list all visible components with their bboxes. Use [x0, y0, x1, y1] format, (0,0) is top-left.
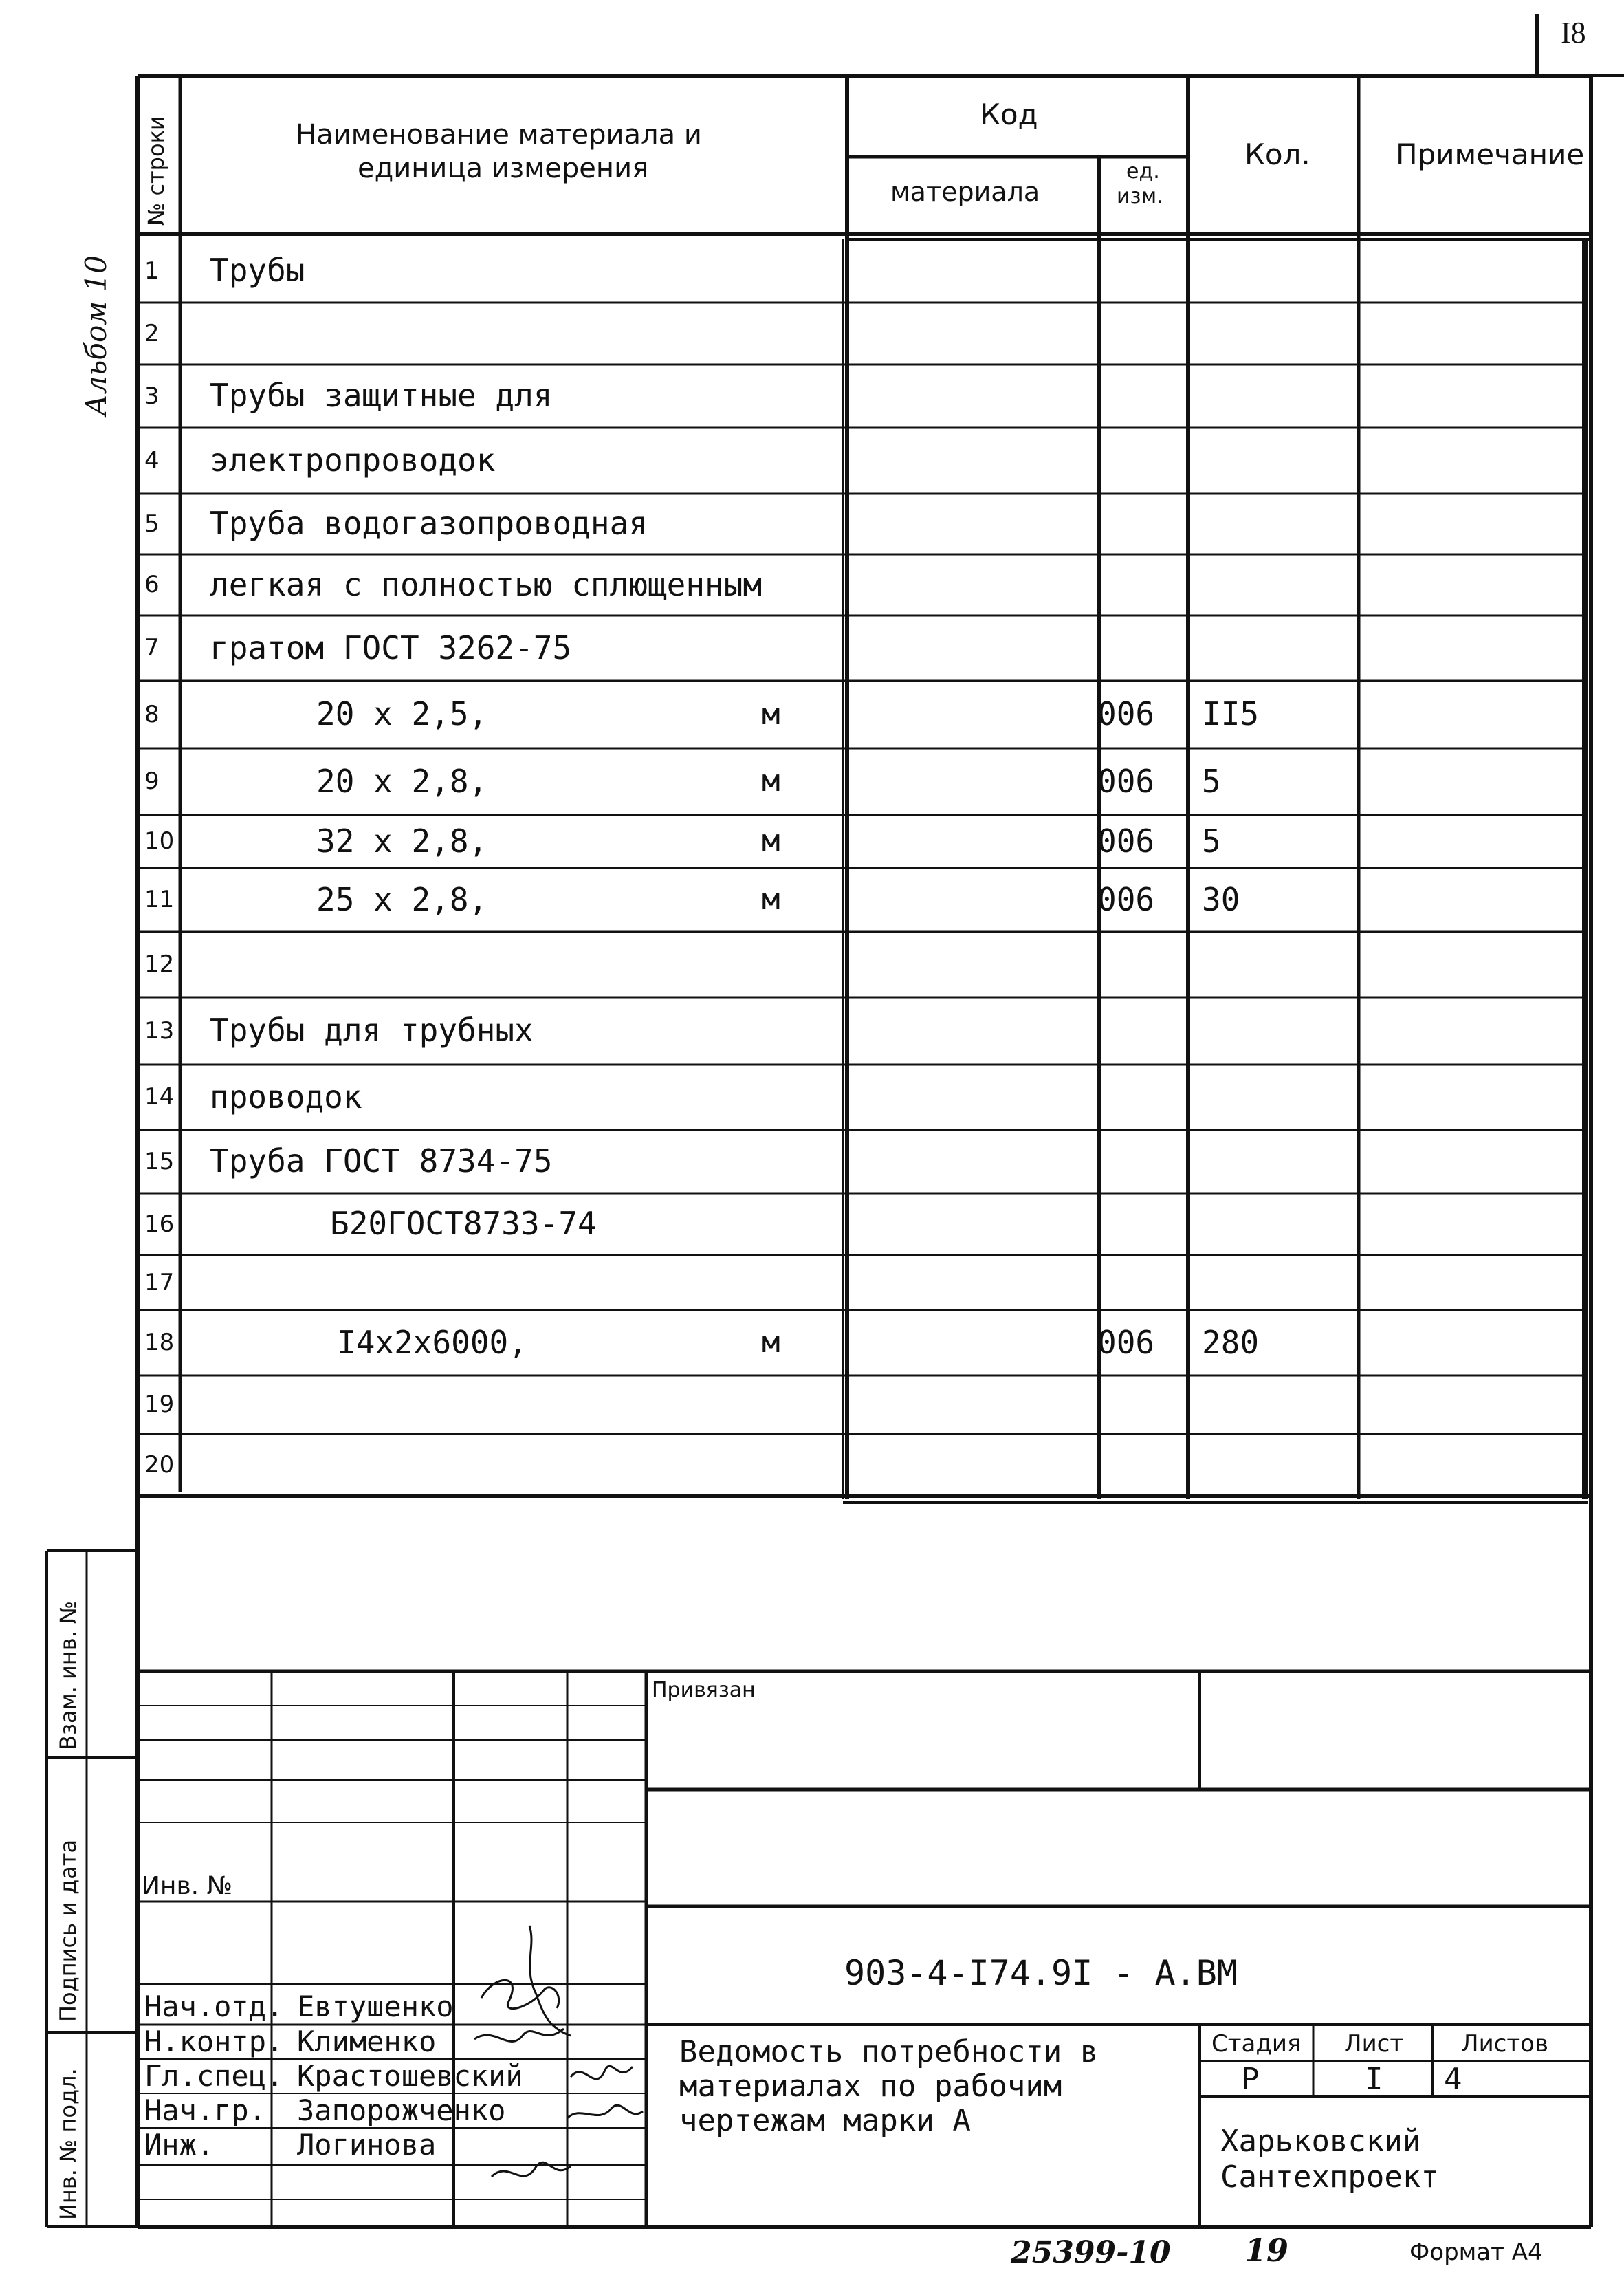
stamp-podpis-data: Подпись и дата [55, 1839, 81, 2022]
row-quantity: II5 [1202, 695, 1260, 733]
stage-label: Стадия [1211, 2030, 1302, 2058]
row-number: 5 [144, 510, 160, 538]
staff-name: Крастошевский [297, 2059, 523, 2093]
row-number: 18 [144, 1329, 175, 1357]
staff-role: Нач.гр. [144, 2093, 267, 2127]
inv-no-label: Инв. № [142, 1872, 233, 1900]
row-material-name: 25 х 2,8, [316, 880, 488, 918]
row-number: 14 [144, 1083, 175, 1111]
title-line1: Ведомость потребности в [679, 2034, 1099, 2069]
row-number: 9 [144, 768, 160, 796]
header-row-no: № строки [143, 116, 169, 226]
stamp-vzam-inv: Взам. инв. № [55, 1600, 81, 1750]
row-number: 16 [144, 1210, 175, 1238]
row-number: 11 [144, 886, 175, 914]
row-number: 3 [144, 382, 160, 410]
row-material-name: легкая с полностью сплющенным [210, 565, 762, 603]
sheet-label: Лист [1344, 2030, 1404, 2058]
row-unit: м [762, 823, 780, 859]
row-material-name: Труба водогазопроводная [210, 505, 648, 543]
row-number: 13 [144, 1016, 175, 1045]
row-unit-code: 006 [1097, 822, 1155, 860]
staff-role: Гл.спец. [144, 2059, 284, 2093]
row-quantity: 30 [1202, 880, 1240, 918]
row-material-name: 32 х 2,8, [316, 822, 488, 860]
row-quantity: 5 [1202, 762, 1221, 800]
row-number: 1 [144, 257, 160, 285]
row-material-name: 20 х 2,5, [316, 695, 488, 733]
header-name-line2: единица измерения [358, 153, 649, 184]
row-unit: м [762, 1325, 780, 1360]
row-number: 19 [144, 1391, 175, 1419]
staff-name: Логинова [297, 2128, 437, 2162]
sheets-value: 4 [1444, 2062, 1462, 2097]
paper-format: Формат А4 [1409, 2239, 1543, 2266]
row-unit-code: 006 [1097, 1323, 1155, 1361]
album-note: Альбом 10 [79, 255, 113, 416]
header-code: Код [980, 98, 1038, 131]
header-qty: Кол. [1244, 138, 1310, 171]
row-material-name: Трубы защитные для [210, 377, 553, 415]
row-number: 17 [144, 1268, 175, 1296]
row-number: 20 [144, 1450, 175, 1479]
row-number: 10 [144, 827, 175, 856]
row-unit-code: 006 [1097, 695, 1155, 733]
staff-name: Клименко [297, 2025, 437, 2058]
page-number: 19 [1244, 2232, 1289, 2269]
row-material-name: гратом ГОСТ 3262-75 [210, 629, 572, 666]
row-material-name: 20 х 2,8, [316, 762, 488, 800]
header-code-material: материала [890, 177, 1040, 207]
staff-name: Евтушенко [297, 1990, 454, 2023]
row-number: 2 [144, 319, 160, 347]
privyazan-label: Привязан [652, 1678, 756, 1702]
sheet-value: I [1365, 2062, 1383, 2097]
row-number: 12 [144, 950, 175, 979]
staff-role: Нач.отд. [144, 1990, 284, 2023]
sheets-label: Листов [1461, 2030, 1549, 2058]
row-material-name: Трубы для трубных [210, 1012, 534, 1049]
header-note: Примечание [1396, 138, 1585, 171]
row-unit: м [762, 763, 780, 799]
sheet-number: I8 [1561, 16, 1586, 50]
organization-line2: Сантехпроект [1220, 2159, 1439, 2195]
title-line2: материалах по рабочим [679, 2069, 1062, 2104]
row-unit: м [762, 882, 780, 917]
header-name-line1: Наименование материала и [296, 119, 702, 151]
title-line3: чертежам марки А [679, 2103, 971, 2138]
staff-role: Инж. [144, 2128, 215, 2162]
archive-number: 25399-10 [1011, 2235, 1171, 2270]
row-material-name: Б20ГОСТ8733-74 [330, 1205, 597, 1243]
row-material-name: Труба ГОСТ 8734-75 [210, 1142, 553, 1180]
organization-line1: Харьковский [1220, 2124, 1421, 2159]
stage-value: Р [1241, 2062, 1260, 2097]
signatures [474, 1926, 643, 2177]
row-number: 8 [144, 700, 160, 728]
header-code-unit-line1: ед. [1126, 160, 1160, 184]
row-quantity: 280 [1202, 1323, 1260, 1361]
row-material-name: проводок [210, 1078, 362, 1115]
staff-role: Н.контр. [144, 2025, 284, 2058]
row-number: 6 [144, 571, 160, 599]
staff-name: Запорожченко [297, 2093, 506, 2127]
row-material-name: электропроводок [210, 442, 496, 479]
row-quantity: 5 [1202, 822, 1221, 860]
row-material-name: I4х2х6000, [337, 1323, 527, 1361]
row-number: 7 [144, 634, 160, 662]
row-material-name: Трубы [210, 252, 305, 290]
header-code-unit-line2: изм. [1117, 184, 1163, 208]
row-unit: м [762, 696, 780, 732]
row-number: 15 [144, 1147, 175, 1175]
document-code: 903-4-I74.9I - А.ВМ [844, 1953, 1238, 1993]
row-number: 4 [144, 446, 160, 475]
stamp-inv-podl: Инв. № подл. [55, 2068, 81, 2220]
row-unit-code: 006 [1097, 762, 1155, 800]
row-unit-code: 006 [1097, 880, 1155, 918]
